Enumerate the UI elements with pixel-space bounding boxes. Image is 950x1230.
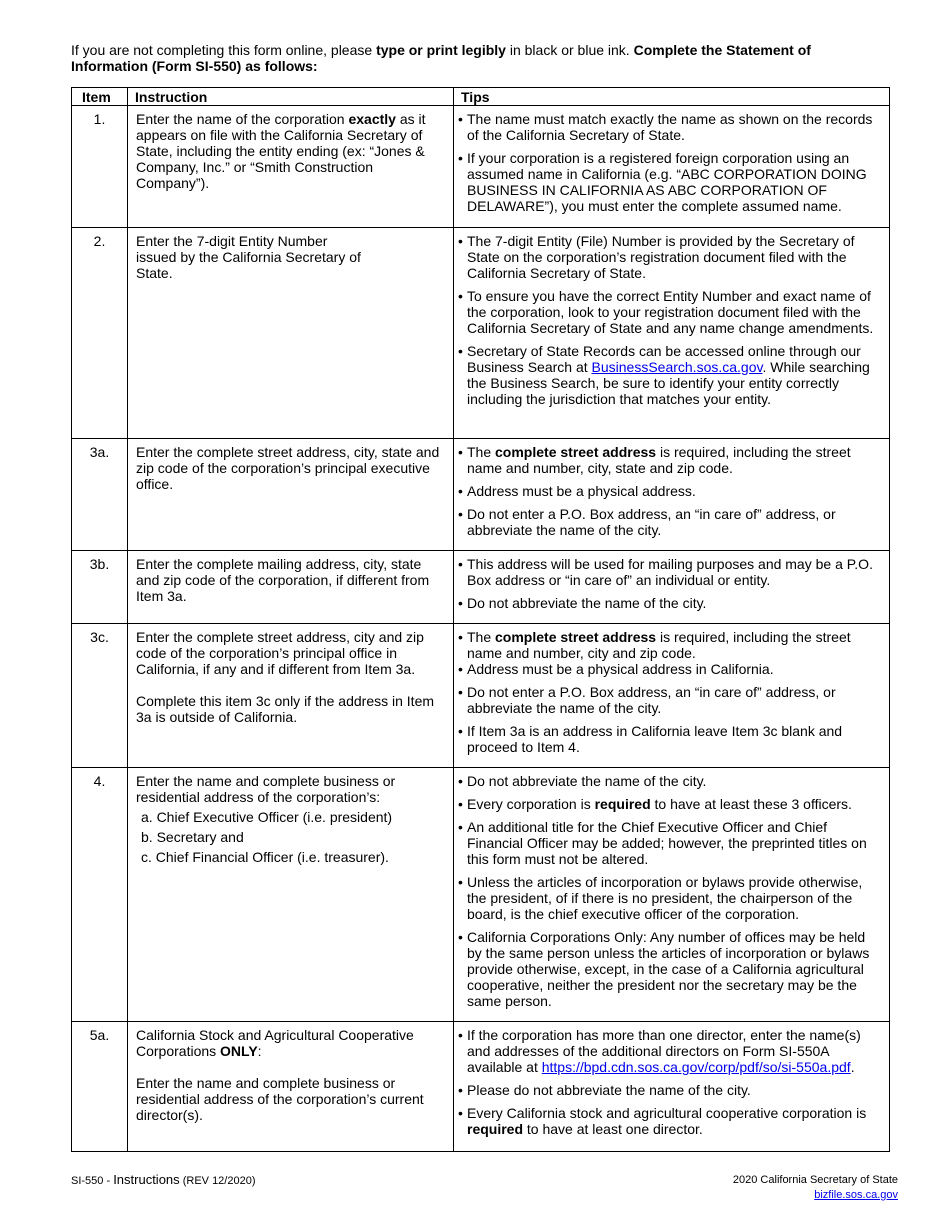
footer-copyright: 2020 California Secretary of State bizfile.sos.ca.gov [732,1174,898,1201]
table-row [72,551,890,624]
tip: • If your corporation is a registered foreign corporation using an assumed name in California (e.g. “ABC CORPORATION DOING BUSINESS IN CALIFORNIA AS ABC CORPORATION OF DELAWARE”), you must enter the complete assumed name. [458,150,877,214]
item-number: 1. [72,106,128,228]
instruction-cell: Enter the 7-digit Entity Number issued by the California Secretary of State. [128,228,454,439]
table-row [72,106,890,228]
instruction-cell: Enter the complete street address, city and zip code of the corporation’s principal office in California, if any and if different from Item 3a. Complete this item 3c only if the address in Item 3a is outside of California. [128,624,454,768]
table-row [72,1022,890,1152]
table-row [72,624,890,768]
instruction-cell: Enter the name and complete business or residential address of the corporation’s: a. Chief Executive Officer (i.e. president) b. Secretary and c. Chief Financial Officer (i.e. treasurer). [128,768,454,1022]
intro-text [71,42,861,74]
tips-cell [454,768,890,1022]
tip: • Address must be a physical address. [458,483,877,499]
header-item: Item [72,88,128,106]
instruction-cell: Enter the name of the corporation exactly as it appears on file with the California Secretary of State, including the entity ending (ex: “Jones & Company, Inc.” or “Smith Construction Company”). [128,106,454,228]
tip: • To ensure you have the correct Entity Number and exact name of the corporation, look to your registration document filed with the California Secretary of State and any name change amendments. [458,288,877,336]
tip: • The complete street address is required, including the street name and number, city and zip code. [458,629,877,661]
tips-cell [454,1022,890,1152]
intro-bold: type or print legibly [376,42,506,58]
tip: • The complete street address is required, including the street name and number, city, state and zip code. [458,444,877,476]
tip: • Do not enter a P.O. Box address, an “in care of” address, or abbreviate the name of the city. [458,506,877,538]
footer-form-id: SI-550 - Instructions (REV 12/2020) [71,1172,256,1187]
instruction-cell: California Stock and Agricultural Cooperative Corporations ONLY: Enter the name and complete business or residential address of the corporation’s current director(s). [128,1022,454,1152]
tip: • If the corporation has more than one director, enter the name(s) and addresses of the additional directors on Form SI-550A available at https://bpd.cdn.sos.ca.gov/corp/pdf/so/si-550a.pdf. [458,1027,877,1075]
business-search-link[interactable]: BusinessSearch.sos.ca.gov [591,359,763,375]
intro-bold: Complete the Statement of Information (Form SI-550) as follows: [71,42,811,74]
item-number: 3c. [72,624,128,768]
instructions-table [71,87,890,1152]
tip: • Do not abbreviate the name of the city. [458,773,877,789]
tip: • Unless the articles of incorporation or bylaws provide otherwise, the president, of if there is no president, the chairperson of the board, is the chief executive officer of the corporation. [458,874,877,922]
tip: • An additional title for the Chief Executive Officer and Chief Financial Officer may be added; however, the preprinted titles on this form must not be altered. [458,819,877,867]
item-number: 4. [72,768,128,1022]
tip: • The 7-digit Entity (File) Number is provided by the Secretary of State on the corporation’s registration document filed with the California Secretary of State. [458,233,877,281]
tip: • Do not enter a P.O. Box address, an “in care of” address, or abbreviate the name of the city. [458,684,877,716]
bizfile-link[interactable]: bizfile.sos.ca.gov [814,1189,898,1201]
tips-cell [454,106,890,228]
tip: • Secretary of State Records can be accessed online through our Business Search at BusinessSearch.sos.ca.gov. While searching the Business Search, be sure to identify your entity correctly including the jurisdiction that matches your entity. [458,343,877,407]
item-number: 5a. [72,1022,128,1152]
tip: • If Item 3a is an address in California leave Item 3c blank and proceed to Item 4. [458,723,877,755]
tips-cell [454,439,890,551]
tip: • Please do not abbreviate the name of the city. [458,1082,877,1098]
item-number: 2. [72,228,128,439]
instruction-cell: Enter the complete street address, city, state and zip code of the corporation’s principal executive office. [128,439,454,551]
tips-cell [454,624,890,768]
si-550a-link[interactable]: https://bpd.cdn.sos.ca.gov/corp/pdf/so/si-550a.pdf [541,1059,851,1075]
tip: • Every California stock and agricultural cooperative corporation is required to have at least one director. [458,1105,877,1137]
tip: • California Corporations Only: Any number of offices may be held by the same person unless the articles of incorporation or bylaws provide otherwise, except, in the case of a California agricultural cooperative, neither the president nor the secretary may be the same person. [458,929,877,1009]
instruction-cell: Enter the complete mailing address, city, state and zip code of the corporation, if different from Item 3a. [128,551,454,624]
table-row [72,768,890,1022]
intro-part: in black or blue ink. [505,42,634,58]
item-number: 3b. [72,551,128,624]
table-row [72,439,890,551]
tip: • Do not abbreviate the name of the city. [458,595,877,611]
tip: • Address must be a physical address in California. [458,661,877,677]
intro-part: If you are not completing this form online, please [71,42,377,58]
header-tips: Tips [454,88,890,106]
table-row [72,228,890,439]
tip: • The name must match exactly the name as shown on the records of the California Secretary of State. [458,111,877,143]
tips-cell [454,551,890,624]
tip: • Every corporation is required to have at least these 3 officers. [458,796,877,812]
tips-cell [454,228,890,439]
item-number: 3a. [72,439,128,551]
tip: • This address will be used for mailing purposes and may be a P.O. Box address or “in care of” an individual or entity. [458,556,877,588]
table-header-row [72,88,890,106]
header-instruction: Instruction [128,88,454,106]
